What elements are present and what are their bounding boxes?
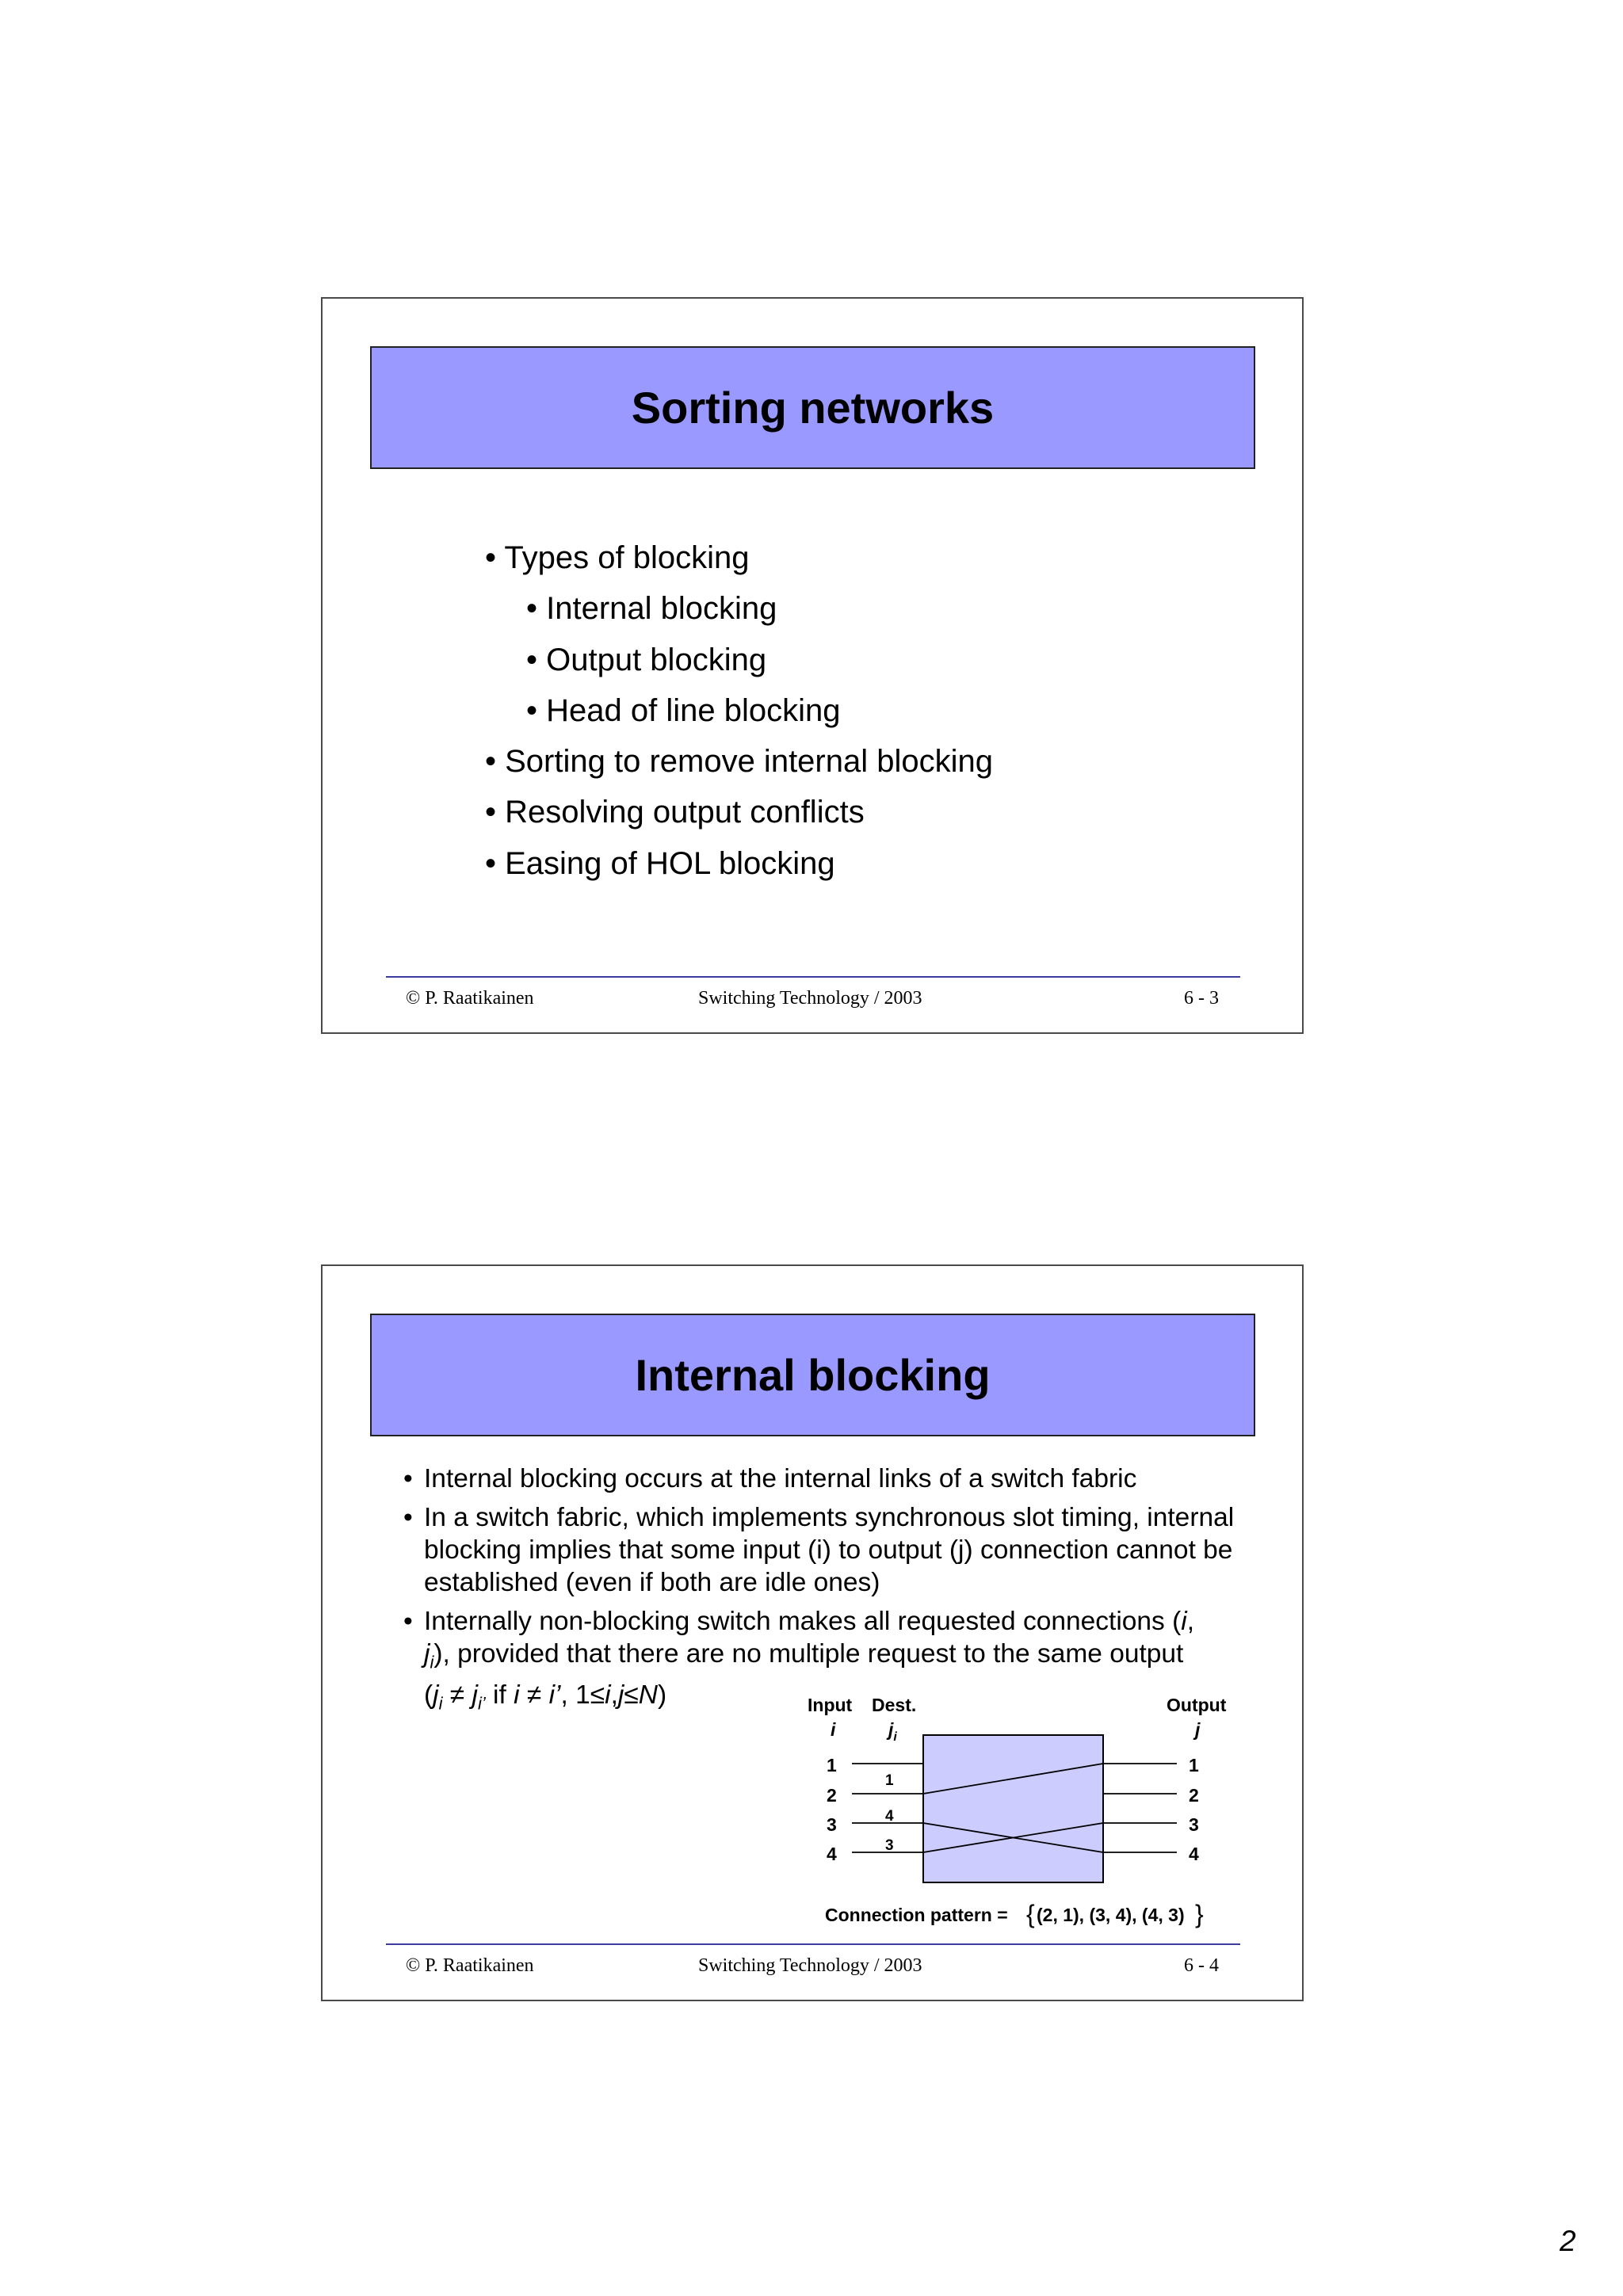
output-number: 1 — [1189, 1755, 1199, 1775]
input-header: Input — [808, 1695, 853, 1715]
bullet-list — [403, 1463, 1275, 1726]
input-number: 4 — [827, 1844, 837, 1864]
slide-title-box — [370, 346, 1255, 469]
footer-course: Switching Technology / 2003 — [698, 988, 922, 1009]
slide-title-box — [370, 1314, 1255, 1436]
slide-internal-blocking — [321, 1264, 1304, 2001]
destination-label: 4 — [885, 1808, 894, 1825]
bullet-dot: • — [403, 1503, 413, 1532]
connection-pattern-label: Connection pattern = — [825, 1905, 1008, 1925]
set-open-brace: { — [1026, 1900, 1035, 1928]
bullet-text: Internally non-blocking switch makes all requested connections ( — [424, 1607, 1182, 1636]
bullet-item: • Easing of HOL blocking — [485, 845, 835, 881]
input-number: 3 — [827, 1814, 837, 1835]
slide-title: Sorting networks — [631, 383, 995, 433]
bullet-text: In a switch fabric, which implements synchronous slot timing, internal blocking implies that some input (i) to output (j) connection cannot be established (even if both are idle ones) — [424, 1503, 1235, 1597]
slide-title: Internal blocking — [635, 1350, 991, 1400]
destination-label: 3 — [885, 1837, 894, 1854]
slide-sorting-networks — [321, 297, 1304, 1034]
connection-pattern-value: (2, 1), (3, 4), (4, 3) — [1037, 1905, 1185, 1925]
input-number: 1 — [827, 1755, 837, 1775]
footer-rule — [386, 976, 1240, 978]
sub-bullet-item: • Output blocking — [526, 642, 767, 677]
input-number: 2 — [827, 1785, 837, 1806]
sub-bullet-item: • Head of line blocking — [526, 692, 841, 728]
bullet-text-cont: ), provided that there are no multiple request to the same output ( — [424, 1639, 1184, 1710]
footer-course: Switching Technology / 2003 — [698, 1955, 922, 1976]
bullet-item: • Types of blocking — [485, 540, 750, 575]
dest-header: Dest. — [872, 1695, 917, 1715]
set-close-brace: } — [1195, 1900, 1204, 1928]
output-number: 3 — [1189, 1814, 1199, 1835]
input-sub-label: i — [831, 1719, 836, 1740]
footer-rule — [386, 1943, 1240, 1945]
bullet-text: Internal blocking occurs at the internal links of a switch fabric — [424, 1464, 1137, 1493]
footer-author: © P. Raatikainen — [406, 1955, 534, 1976]
bullet-dot: • — [403, 1464, 413, 1493]
sub-bullet-item: • Internal blocking — [526, 591, 777, 627]
page-number: 2 — [1560, 2225, 1576, 2257]
destination-label: 1 — [885, 1772, 894, 1789]
bullet-dot: • — [403, 1607, 413, 1636]
output-header: Output — [1167, 1695, 1227, 1715]
bullet-item: • Resolving output conflicts — [485, 795, 865, 830]
bullet-item — [403, 1463, 1275, 1495]
bullet-item: • Internally non-blocking switch makes all requested connections (i, $j_i$), provided that there are no multiple request to the same output ($j_i \ne j_{i’}$ if i ≠ i’, 1≤i,j≤N) — [403, 1607, 1195, 1714]
footer-author: © P. Raatikainen — [406, 988, 534, 1009]
output-sub-label: j — [1195, 1719, 1201, 1740]
bullet-item — [403, 1501, 1275, 1599]
bullet-list — [485, 532, 993, 889]
footer-slide-number: 6 - 3 — [1184, 988, 1219, 1009]
dest-sub-label: $j_i$ — [888, 1719, 897, 1744]
output-number: 2 — [1189, 1785, 1199, 1806]
footer-slide-number: 6 - 4 — [1184, 1955, 1219, 1976]
bullet-item: • Sorting to remove internal blocking — [485, 744, 993, 780]
output-number: 4 — [1189, 1844, 1199, 1864]
